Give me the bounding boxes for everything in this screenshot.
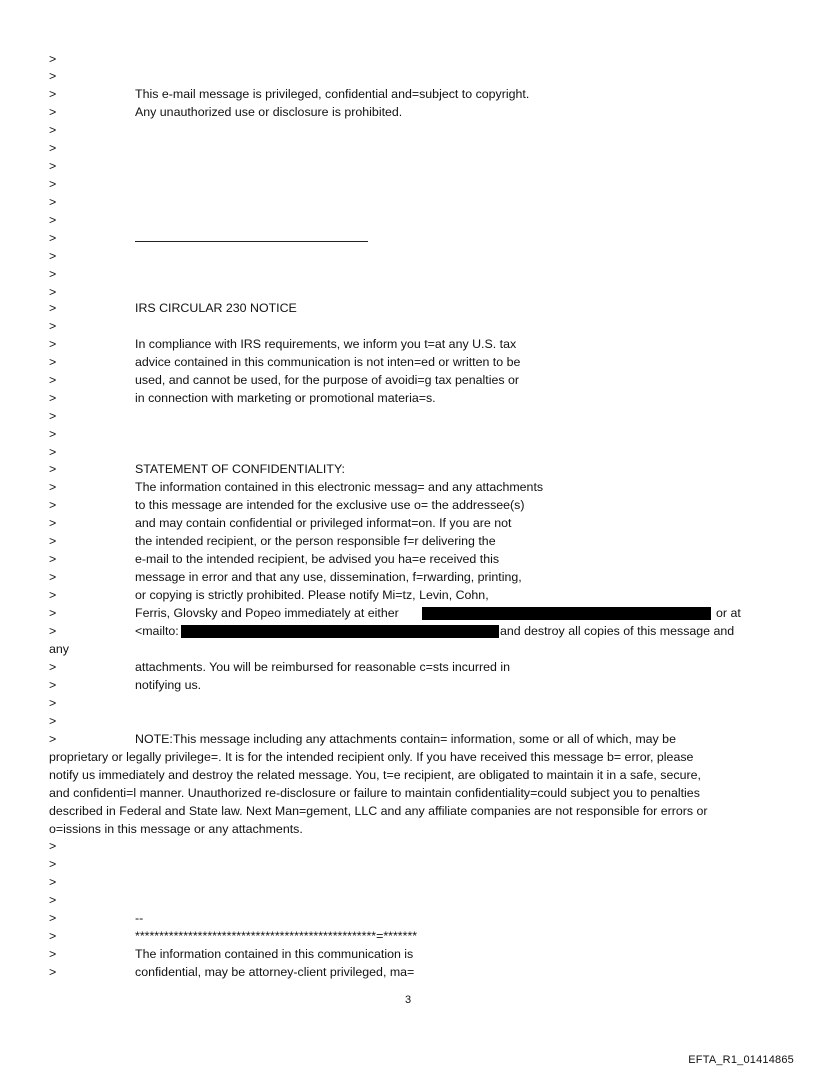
quoted-line xyxy=(0,659,816,676)
quote-marker: > xyxy=(49,337,57,351)
quote-marker: > xyxy=(49,678,57,692)
quote-marker: > xyxy=(49,141,57,155)
quoted-line xyxy=(0,533,816,550)
quoted-line xyxy=(0,122,816,139)
quote-marker: > xyxy=(49,606,57,620)
note-text: and confidenti=l manner. Unauthorized re-disclosure or failure to maintain confidentiality=could subject you to penalties xyxy=(49,786,700,800)
line-text: e-mail to the intended recipient, be advised you ha=e received this xyxy=(135,552,500,566)
quote-marker: > xyxy=(49,301,57,315)
quoted-line xyxy=(0,551,816,568)
quoted-line xyxy=(0,677,816,694)
quote-marker: > xyxy=(49,52,57,66)
quoted-line xyxy=(0,587,816,604)
quote-marker: > xyxy=(49,355,57,369)
quote-marker: > xyxy=(49,534,57,548)
redacted-line-1-before: Ferris, Glovsky and Popeo immediately at either xyxy=(135,606,399,620)
note-line xyxy=(0,749,816,766)
quoted-line xyxy=(0,497,816,514)
line-text: **************************************************=******* xyxy=(135,929,418,943)
note-line xyxy=(0,785,816,802)
quote-marker: > xyxy=(49,552,57,566)
quoted-line xyxy=(0,479,816,496)
quoted-line xyxy=(0,284,816,301)
quoted-line xyxy=(0,892,816,909)
quote-marker: > xyxy=(49,231,57,245)
quoted-line xyxy=(0,176,816,193)
redacted-line-1 xyxy=(0,605,816,622)
quote-marker: > xyxy=(49,391,57,405)
note-line xyxy=(0,767,816,784)
quoted-line xyxy=(0,104,816,121)
quote-marker: > xyxy=(49,714,57,728)
quote-marker: > xyxy=(49,159,57,173)
redaction-block xyxy=(422,607,711,620)
line-text: message in error and that any use, dissemination, f=rwarding, printing, xyxy=(135,570,522,584)
quoted-line xyxy=(0,461,816,478)
note-first-text: NOTE:This message including any attachments contain= information, some or all of which, may be xyxy=(135,732,676,746)
quoted-line xyxy=(0,372,816,389)
quote-marker: > xyxy=(49,570,57,584)
quote-marker: > xyxy=(49,195,57,209)
quote-marker: > xyxy=(49,319,57,333)
quote-marker: > xyxy=(49,839,57,853)
note-text: o=issions in this message or any attachments. xyxy=(49,822,303,836)
quote-marker: > xyxy=(49,965,57,979)
quoted-line xyxy=(0,354,816,371)
line-text: the intended recipient, or the person responsible f=r delivering the xyxy=(135,534,496,548)
quoted-line xyxy=(0,713,816,730)
line-text: used, and cannot be used, for the purpose of avoidi=g tax penalties or xyxy=(135,373,520,387)
any-text: any xyxy=(49,642,69,656)
quoted-line xyxy=(0,928,816,945)
quoted-line xyxy=(0,874,816,891)
quoted-line xyxy=(0,86,816,103)
note-first-line xyxy=(0,731,816,748)
any-line xyxy=(0,641,816,658)
quote-marker: > xyxy=(49,373,57,387)
line-text: to this message are intended for the exclusive use o= the addressee(s) xyxy=(135,498,525,512)
quoted-line xyxy=(0,300,816,317)
line-text: Any unauthorized use or disclosure is prohibited. xyxy=(135,105,403,119)
quote-marker: > xyxy=(49,857,57,871)
line-text: This e-mail message is privileged, confidential and=subject to copyright. xyxy=(135,87,530,101)
line-text: STATEMENT OF CONFIDENTIALITY: xyxy=(135,462,345,476)
quote-marker: > xyxy=(49,929,57,943)
quote-marker: > xyxy=(49,409,57,423)
redacted-line-2 xyxy=(0,623,816,640)
quote-marker: > xyxy=(49,123,57,137)
quote-marker: > xyxy=(49,732,57,746)
line-text: or copying is strictly prohibited. Please notify Mi=tz, Levin, Cohn, xyxy=(135,588,489,602)
quoted-line xyxy=(0,158,816,175)
line-text: attachments. You will be reimbursed for reasonable c=sts incurred in xyxy=(135,660,511,674)
line-text: The information contained in this communication is xyxy=(135,947,414,961)
quoted-line xyxy=(0,515,816,532)
line-text: The information contained in this electronic messag= and any attachments xyxy=(135,480,544,494)
quoted-line xyxy=(0,444,816,461)
line-text: in connection with marketing or promotional materia=s. xyxy=(135,391,436,405)
redaction-block xyxy=(181,625,499,638)
quote-marker: > xyxy=(49,213,57,227)
quoted-line xyxy=(0,569,816,586)
quote-marker: > xyxy=(49,911,57,925)
quote-marker: > xyxy=(49,660,57,674)
quote-marker: > xyxy=(49,947,57,961)
note-text: notify us immediately and destroy the related message. You, t=e recipient, are obligated to maintain it in a safe, secure, xyxy=(49,768,701,782)
quoted-line xyxy=(0,856,816,873)
line-text: notifying us. xyxy=(135,678,202,692)
quote-marker: > xyxy=(49,445,57,459)
quote-marker: > xyxy=(49,427,57,441)
quoted-line xyxy=(0,212,816,229)
note-text: described in Federal and State law. Next Man=gement, LLC and any affiliate companies are not responsible for errors or xyxy=(49,804,708,818)
page-number: 3 xyxy=(404,994,412,1006)
line-text: IRS CIRCULAR 230 NOTICE xyxy=(135,301,297,315)
line-text: and may contain confidential or privileged informat=on. If you are not xyxy=(135,516,512,530)
note-line xyxy=(0,803,816,820)
quote-marker: > xyxy=(49,480,57,494)
quote-marker: > xyxy=(49,696,57,710)
note-line xyxy=(0,821,816,838)
quote-marker: > xyxy=(49,498,57,512)
quote-marker: > xyxy=(49,462,57,476)
document-id: EFTA_R1_01414865 xyxy=(688,1054,794,1066)
quoted-line xyxy=(0,248,816,265)
quoted-line xyxy=(0,408,816,425)
quote-marker: > xyxy=(49,624,57,638)
quoted-line xyxy=(0,68,816,85)
quote-marker: > xyxy=(49,249,57,263)
redacted-line-2-after: and destroy all copies of this message and xyxy=(500,624,735,638)
quoted-line xyxy=(0,964,816,981)
note-text: proprietary or legally privilege=. It is for the intended recipient only. If you have received this message b= error, please xyxy=(49,750,694,764)
quote-marker: > xyxy=(49,87,57,101)
quoted-line xyxy=(0,910,816,927)
quote-marker: > xyxy=(49,588,57,602)
quote-marker: > xyxy=(49,177,57,191)
quoted-line xyxy=(0,390,816,407)
line-text: In compliance with IRS requirements, we inform you t=at any U.S. tax xyxy=(135,337,517,351)
quoted-line xyxy=(0,266,816,283)
line-text: advice contained in this communication is not inten=ed or written to be xyxy=(135,355,521,369)
quoted-line xyxy=(0,230,816,247)
quoted-line xyxy=(0,946,816,963)
quote-marker: > xyxy=(49,285,57,299)
redacted-line-1-after: or at xyxy=(716,606,741,620)
quote-marker: > xyxy=(49,516,57,530)
line-text: confidential, may be attorney-client privileged, ma= xyxy=(135,965,415,979)
quoted-line xyxy=(0,426,816,443)
quoted-line xyxy=(0,336,816,353)
quote-marker: > xyxy=(49,893,57,907)
redacted-line-2-before: <mailto: xyxy=(135,624,179,638)
quoted-line xyxy=(0,51,816,68)
line-text: -- xyxy=(135,911,144,925)
quoted-line xyxy=(0,838,816,855)
quote-marker: > xyxy=(49,875,57,889)
quote-marker: > xyxy=(49,69,57,83)
quoted-line xyxy=(0,194,816,211)
quoted-line xyxy=(0,695,816,712)
quote-marker: > xyxy=(49,267,57,281)
quoted-line xyxy=(0,140,816,157)
quoted-line xyxy=(0,318,816,335)
quote-marker: > xyxy=(49,105,57,119)
